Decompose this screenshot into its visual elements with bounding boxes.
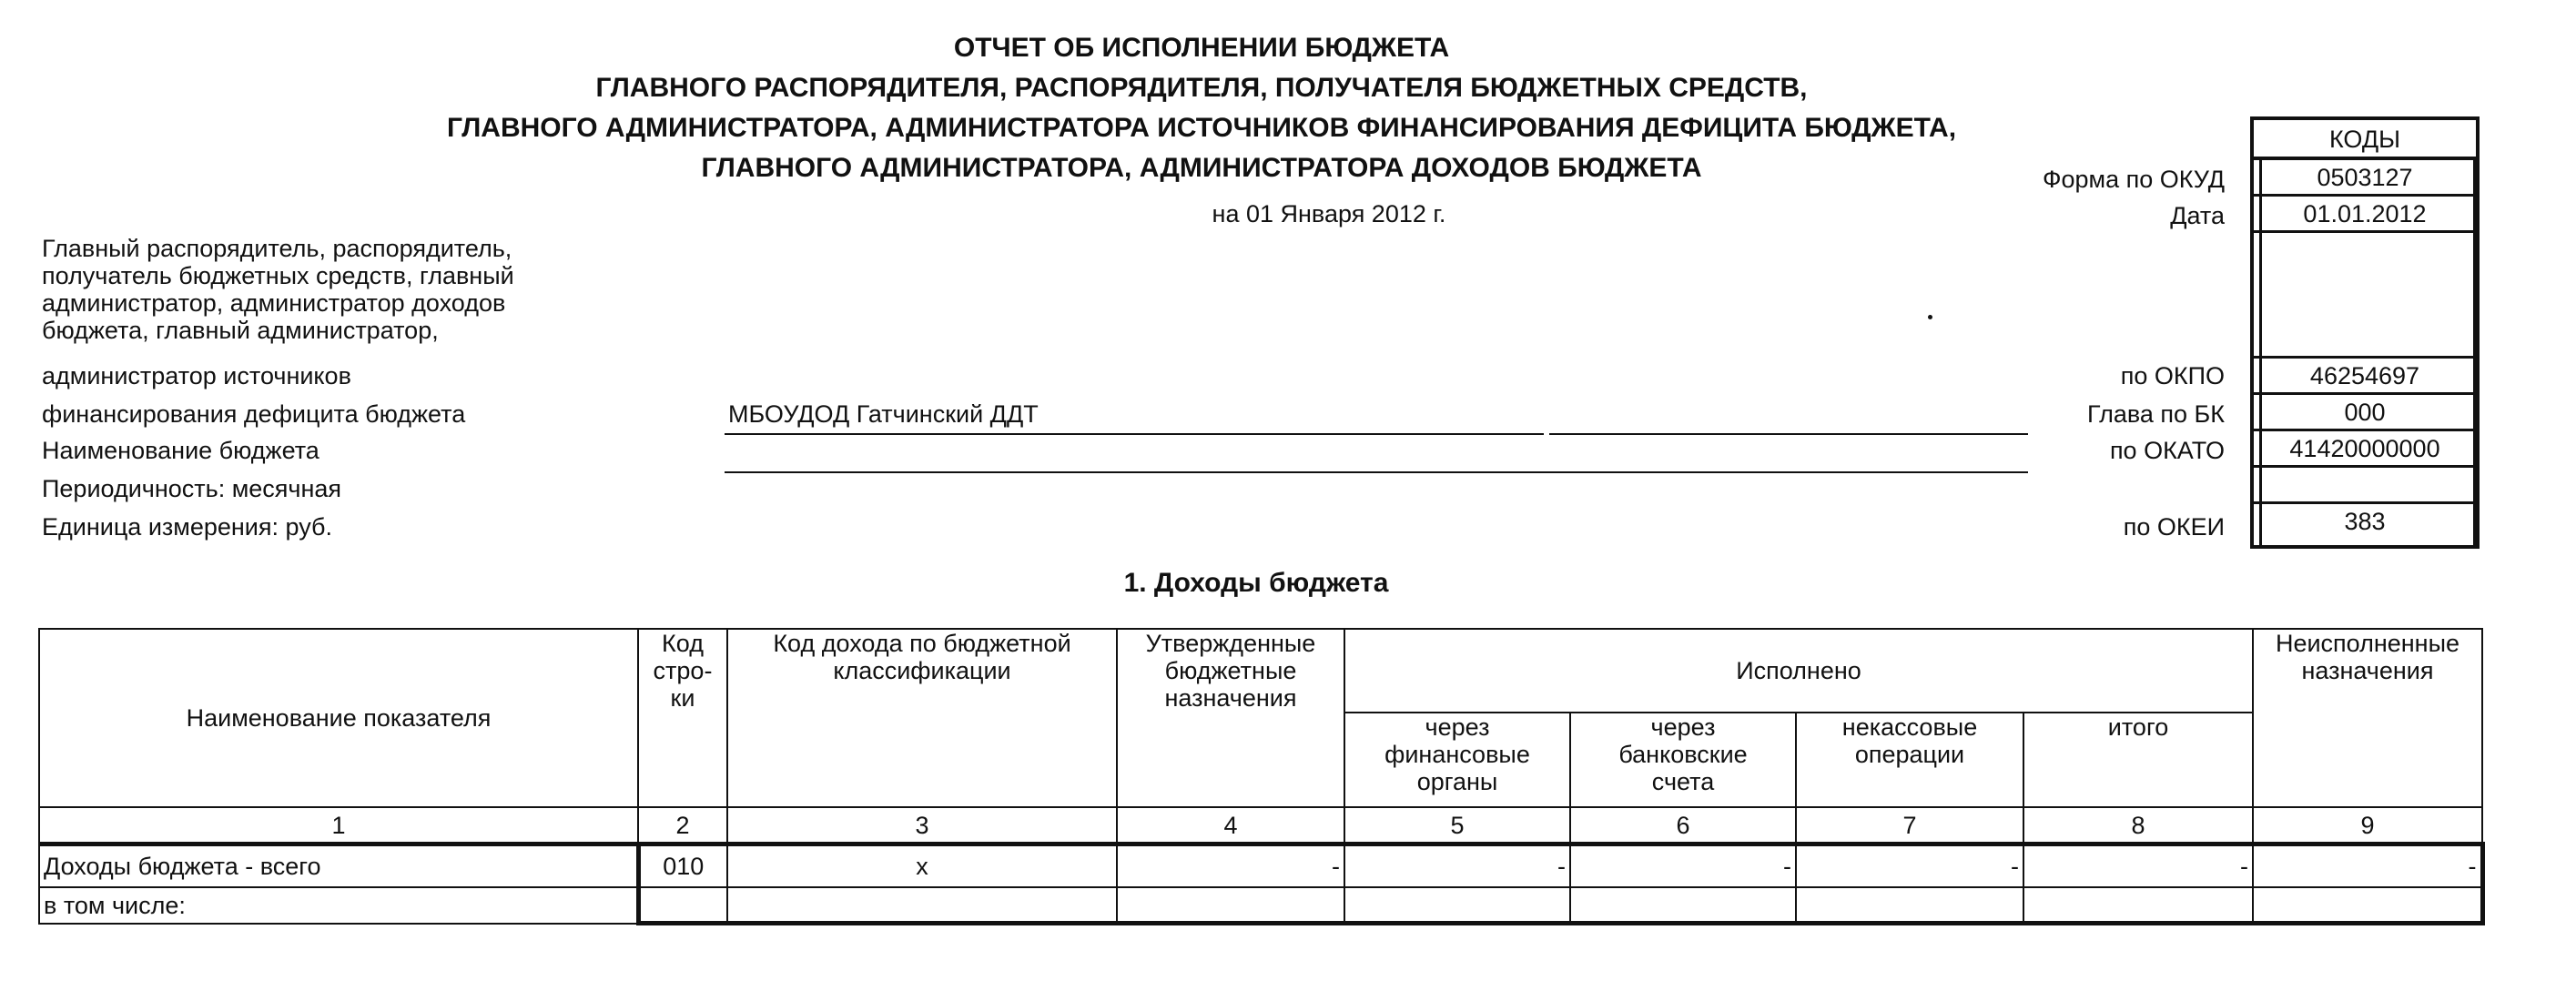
report-date-line: на 01 Января 2012 г. <box>1212 200 1446 228</box>
report-title-line-1: ОТЧЕТ ОБ ИСПОЛНЕНИИ БЮДЖЕТА <box>953 33 1450 63</box>
periodicity-code-cell <box>2254 468 2476 504</box>
column-number: 2 <box>638 807 727 844</box>
row-non-cash <box>1796 887 2023 924</box>
header-approved-l3: назначения <box>1164 684 1297 712</box>
bk-label: Глава по БК <box>2086 400 2225 428</box>
row-total <box>2023 887 2253 924</box>
column-number: 9 <box>2253 807 2482 844</box>
header-approved-l2: бюджетные <box>1164 657 1297 684</box>
header-code-l2: стро- <box>653 657 713 684</box>
left-label-line-2: получатель бюджетных средств, главный <box>42 262 514 289</box>
row-code: 010 <box>638 844 727 888</box>
okud-value: 0503127 <box>2254 160 2476 197</box>
income-table <box>38 628 2485 925</box>
left-label-line-3: администратор, администратор доходов <box>42 289 506 317</box>
date-value: 01.01.2012 <box>2254 197 2476 233</box>
header-income-code-l1: Код дохода по бюджетной <box>773 630 1071 657</box>
codes-header: КОДЫ <box>2254 120 2476 160</box>
report-title-line-3: ГЛАВНОГО АДМИНИСТРАТОРА, АДМИНИСТРАТОРА ИСТОЧНИКОВ ФИНАНСИРОВАНИЯ ДЕФИЦИТА БЮДЖЕТА, <box>446 113 1957 143</box>
row-approved <box>1117 887 1344 924</box>
column-number: 3 <box>727 807 1117 844</box>
row-fin-bodies <box>1344 887 1570 924</box>
table-row <box>39 844 2482 888</box>
row-bank-accounts <box>1570 887 1796 924</box>
column-number: 4 <box>1117 807 1344 844</box>
column-number: 8 <box>2023 807 2253 844</box>
column-number: 6 <box>1570 807 1796 844</box>
header-unexecuted-l1: Неисполненные <box>2275 630 2460 657</box>
header-approved <box>1117 629 1344 807</box>
okpo-value: 46254697 <box>2254 359 2476 395</box>
header-code-l3: ки <box>670 684 695 712</box>
okei-value: 383 <box>2344 508 2386 535</box>
row-name: Доходы бюджета - всего <box>39 844 638 888</box>
unit-label: Единица измерения: руб. <box>42 513 332 541</box>
table-row <box>39 887 2482 924</box>
okpo-label: по ОКПО <box>2120 362 2225 389</box>
left-label-line-5: администратор источников <box>42 362 351 389</box>
header-non-cash <box>1796 713 2023 807</box>
periodicity-label: Периодичность: месячная <box>42 475 342 502</box>
header-bank-accounts-l3: счета <box>1651 768 1715 795</box>
header-fin-bodies-l3: органы <box>1416 768 1498 795</box>
okato-label: по ОКАТО <box>2109 437 2225 464</box>
row-income-code: x <box>727 844 1117 888</box>
row-unexecuted: - <box>2253 844 2482 888</box>
header-code-l1: Код <box>662 630 704 657</box>
header-income-code-l2: классификации <box>833 657 1011 684</box>
row-total: - <box>2023 844 2253 888</box>
row-name: в том числе: <box>39 887 638 924</box>
header-total: итого <box>2023 713 2253 807</box>
header-executed: Исполнено <box>1344 629 2253 713</box>
row-code <box>638 887 727 924</box>
header-code <box>638 629 727 807</box>
column-number: 7 <box>1796 807 2023 844</box>
report-title-line-4: ГЛАВНОГО АДМИНИСТРАТОРА, АДМИНИСТРАТОРА ДОХОДОВ БЮДЖЕТА <box>701 153 1702 183</box>
org-underline-1 <box>725 433 1544 435</box>
header-income-code <box>727 629 1117 807</box>
codes-box <box>2250 116 2480 549</box>
date-label: Дата <box>2170 202 2225 229</box>
organization-name: МБОУДОД Гатчинский ДДТ <box>728 400 1039 428</box>
left-label-line-4: бюджета, главный администратор, <box>42 317 439 344</box>
header-fin-bodies <box>1344 713 1570 807</box>
row-income-code <box>727 887 1117 924</box>
header-bank-accounts-l1: через <box>1650 713 1716 741</box>
column-number: 1 <box>39 807 638 844</box>
org-underline-2 <box>1549 433 2028 435</box>
bk-value: 000 <box>2254 395 2476 431</box>
row-fin-bodies: - <box>1344 844 1570 888</box>
budget-underline <box>725 471 2028 473</box>
header-unexecuted <box>2253 629 2482 807</box>
header-non-cash-l2: операции <box>1854 741 1965 768</box>
left-label-line-1: Главный распорядитель, распорядитель, <box>42 235 512 262</box>
section-title: 1. Доходы бюджета <box>1123 568 1389 598</box>
report-title-line-2: ГЛАВНОГО РАСПОРЯДИТЕЛЯ, РАСПОРЯДИТЕЛЯ, ПОЛУЧАТЕЛЯ БЮДЖЕТНЫХ СРЕДСТВ, <box>595 73 1808 103</box>
speck <box>1928 315 1932 319</box>
row-unexecuted <box>2253 887 2482 924</box>
header-approved-l1: Утвержденные <box>1145 630 1316 657</box>
left-label-line-6: финансирования дефицита бюджета <box>42 400 466 428</box>
header-bank-accounts-l2: банковские <box>1618 741 1748 768</box>
okud-label: Форма по ОКУД <box>2042 166 2225 193</box>
column-number: 5 <box>1344 807 1570 844</box>
okato-value: 41420000000 <box>2254 431 2476 468</box>
header-fin-bodies-l1: через <box>1425 713 1490 741</box>
row-approved: - <box>1117 844 1344 888</box>
header-name: Наименование показателя <box>39 629 638 807</box>
header-fin-bodies-l2: финансовые <box>1384 741 1530 768</box>
header-non-cash-l1: некассовые <box>1841 713 1978 741</box>
okei-label: по ОКЕИ <box>2123 513 2225 541</box>
row-non-cash: - <box>1796 844 2023 888</box>
header-unexecuted-l2: назначения <box>2301 657 2434 684</box>
row-bank-accounts: - <box>1570 844 1796 888</box>
empty-code-cell <box>2254 233 2476 359</box>
budget-name-label: Наименование бюджета <box>42 437 319 464</box>
header-bank-accounts <box>1570 713 1796 807</box>
